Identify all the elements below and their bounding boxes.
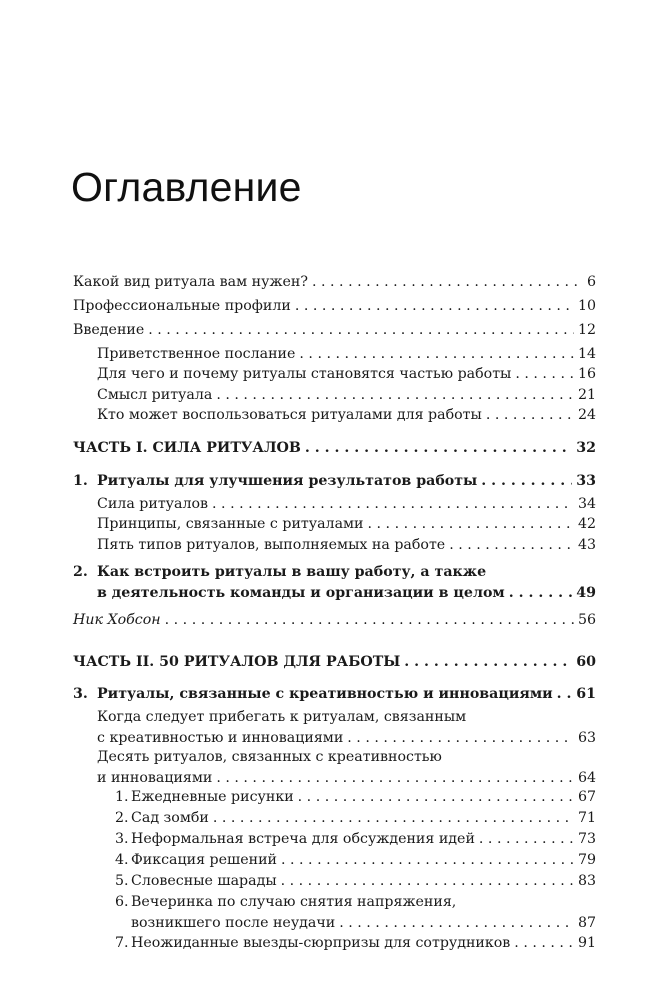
- entry-title: с креативностью и инновациями: [97, 729, 344, 746]
- entry-number: 4.: [115, 852, 129, 868]
- dot-leader: [479, 829, 574, 849]
- entry-title: ЧАСТЬ I. СИЛА РИТУАЛОВ: [73, 440, 301, 456]
- entry-number: 5.: [115, 873, 129, 889]
- page-number: 63: [577, 729, 596, 746]
- page-number: 33: [576, 473, 596, 489]
- dot-leader: [305, 438, 572, 458]
- dot-leader: [216, 385, 574, 405]
- page-number: 49: [576, 584, 596, 601]
- entry-number: 2.: [73, 564, 88, 580]
- dot-leader: [295, 296, 574, 316]
- page-title: Оглавление: [71, 164, 302, 210]
- page-number: 73: [577, 831, 596, 847]
- entry-title: Ритуалы для улучшения результатов работы: [97, 473, 478, 489]
- page-number: 67: [577, 789, 596, 805]
- dot-leader: [298, 787, 574, 807]
- page-number: 24: [577, 407, 596, 423]
- entry-title: Десять ритуалов, связанных с креативностью: [97, 749, 442, 765]
- dot-leader: [312, 272, 578, 292]
- entry-title: Какой вид ритуала вам нужен?: [73, 274, 308, 290]
- entry-title: Неожиданные выезды-сюрпризы для сотрудников: [131, 935, 511, 951]
- entry-title: Введение: [73, 322, 145, 338]
- entry-number: 1.: [115, 789, 129, 805]
- dot-leader: [509, 583, 573, 603]
- dot-leader: [213, 808, 574, 828]
- page-number: 87: [577, 914, 596, 931]
- entry-title: и инновациями: [97, 769, 213, 786]
- page-number: 60: [576, 654, 596, 670]
- dot-leader: [514, 933, 574, 953]
- entry-title: Вечеринка по случаю снятия напряжения,: [131, 894, 457, 910]
- dot-leader: [299, 344, 574, 364]
- dot-leader: [281, 871, 574, 891]
- dot-leader: [515, 364, 574, 384]
- page-number: 42: [577, 516, 596, 532]
- entry-title: Кто может воспользоваться ритуалами для работы: [97, 407, 482, 423]
- dot-leader: [481, 471, 572, 491]
- entry-title: Ежедневные рисунки: [131, 789, 294, 805]
- dot-leader: [404, 652, 572, 672]
- dot-leader: [339, 913, 574, 933]
- page-number: 34: [577, 496, 596, 512]
- entry-number: 3.: [115, 831, 129, 847]
- entry-number: 6.: [115, 894, 129, 910]
- entry-title: Профессиональные профили: [73, 298, 291, 314]
- entry-title: Сад зомби: [131, 810, 209, 826]
- entry-number: 1.: [73, 473, 88, 489]
- dot-leader: [347, 728, 574, 748]
- page-number: 91: [577, 935, 596, 951]
- entry-title: Приветственное послание: [97, 346, 296, 362]
- entry-title: Ник Хобсон: [73, 612, 161, 628]
- dot-leader: [486, 405, 574, 425]
- page-number: 6: [586, 274, 596, 290]
- dot-leader: [368, 514, 574, 534]
- entry-title: в деятельность команды и организации в целом: [97, 584, 505, 601]
- entry-title: ЧАСТЬ II. 50 РИТУАЛОВ ДЛЯ РАБОТЫ: [73, 654, 401, 670]
- dot-leader: [281, 850, 574, 870]
- page-number: 10: [577, 298, 596, 314]
- page-number: 32: [576, 440, 596, 456]
- page-number: 79: [577, 852, 596, 868]
- entry-title: возникшего после неудачи: [131, 914, 336, 931]
- page-number: 56: [577, 612, 596, 628]
- entry-title: Как встроить ритуалы в вашу работу, а также: [97, 564, 487, 580]
- page-number: 83: [577, 873, 596, 889]
- entry-title: Фиксация решений: [131, 852, 277, 868]
- entry-number: 3.: [73, 686, 88, 702]
- page-number: 64: [577, 769, 596, 786]
- page-number: 16: [577, 366, 596, 382]
- page-number: 71: [577, 810, 596, 826]
- entry-title: Сила ритуалов: [97, 496, 209, 512]
- entry-number: 2.: [115, 810, 129, 826]
- dot-leader: [165, 610, 574, 630]
- entry-title: Неформальная встреча для обсуждения идей: [131, 831, 475, 847]
- entry-title: Словесные шарады: [131, 873, 277, 889]
- page-number: 12: [577, 322, 596, 338]
- entry-title: Принципы, связанные с ритуалами: [97, 516, 364, 532]
- dot-leader: [216, 768, 574, 788]
- dot-leader: [212, 494, 574, 514]
- entry-title: Для чего и почему ритуалы становятся частью работы: [97, 366, 512, 382]
- page-number: 61: [576, 686, 596, 702]
- entry-title: Пять типов ритуалов, выполняемых на работе: [97, 537, 446, 553]
- entry-title: Ритуалы, связанные с креативностью и инновациями: [97, 686, 553, 702]
- entry-title: Смысл ритуала: [97, 387, 213, 403]
- entry-title: Когда следует прибегать к ритуалам, связанным: [97, 709, 467, 725]
- page-number: 43: [577, 537, 596, 553]
- page-number: 21: [577, 387, 596, 403]
- entry-number: 7.: [115, 935, 129, 951]
- dot-leader: [557, 684, 573, 704]
- page-number: 14: [577, 346, 596, 362]
- dot-leader: [148, 320, 574, 340]
- dot-leader: [449, 535, 574, 555]
